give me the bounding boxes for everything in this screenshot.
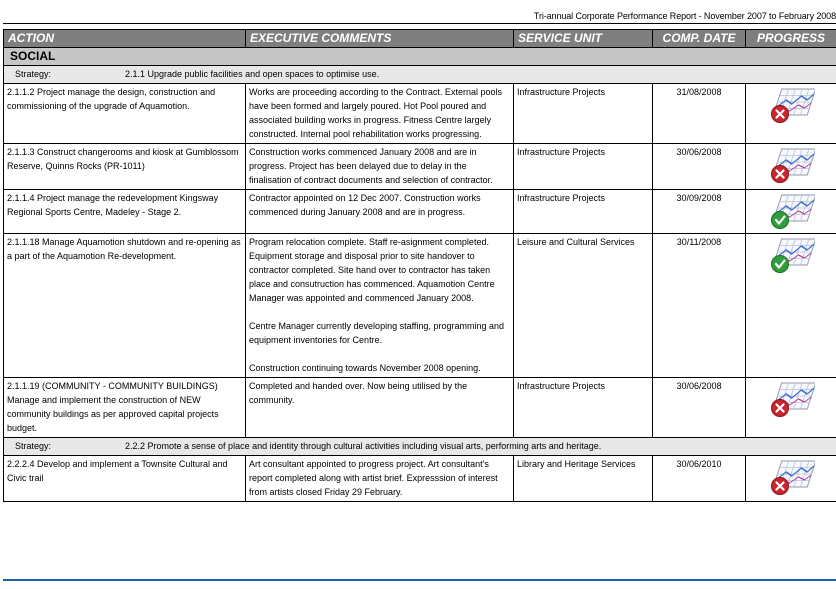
- service-unit-cell: Infrastructure Projects: [514, 84, 653, 144]
- action-cell: [4, 190, 246, 234]
- table-row: [4, 144, 836, 190]
- completion-date-cell: 30/11/2008: [653, 234, 746, 378]
- behind-schedule-chart-icon: [749, 85, 833, 125]
- action-line: Manage and implement the construction of NEW community buildings as per approved capital projects budget.: [7, 395, 219, 433]
- header-row: [4, 30, 836, 48]
- progress-cell: [746, 456, 836, 502]
- action-cell: [4, 144, 246, 190]
- comment-cell: [246, 190, 514, 234]
- strategy-label: Strategy:: [15, 441, 52, 451]
- header-comp-date: COMP. DATE: [653, 30, 746, 48]
- strategy-row: [4, 66, 836, 84]
- progress-cell: [746, 378, 836, 438]
- service-unit-cell: Library and Heritage Services: [514, 456, 653, 502]
- comment-cell: [246, 234, 514, 378]
- service-unit-cell: Leisure and Cultural Services: [514, 234, 653, 378]
- strategy-label: Strategy:: [15, 69, 52, 79]
- report-title: Tri-annual Corporate Performance Report - November 2007 to February 2008: [533, 11, 836, 21]
- strategy-text: 2.1.1 Upgrade public facilities and open spaces to optimise use.: [125, 69, 380, 79]
- header-comments: EXECUTIVE COMMENTS: [246, 30, 514, 48]
- service-unit-cell: Infrastructure Projects: [514, 190, 653, 234]
- completion-date-cell: 30/06/2008: [653, 144, 746, 190]
- table-row: [4, 234, 836, 378]
- header-service-unit: SERVICE UNIT: [514, 30, 653, 48]
- completion-date-cell: 30/06/2010: [653, 456, 746, 502]
- behind-schedule-chart-icon: [749, 457, 833, 497]
- title-divider: [3, 23, 836, 24]
- comment-cell: [246, 144, 514, 190]
- table-row: [4, 190, 836, 234]
- header-progress: PROGRESS: [746, 30, 836, 48]
- action-cell: [4, 234, 246, 378]
- action-cell: [4, 456, 246, 502]
- completion-date-cell: 31/08/2008: [653, 84, 746, 144]
- on-track-chart-icon: [749, 235, 833, 275]
- strategy-row: [4, 438, 836, 456]
- strategy-cell: [4, 66, 836, 84]
- comment-paragraph: Works are proceeding according to the Contract. External pools have been formed and largely poured. Hot Pool poured and associated building works in progress. Fitness Centre largely constructed. Internal pool rehabilitation works progressing.: [249, 87, 502, 139]
- comment-paragraph: Construction works commenced January 2008 and are in progress. Project has been delayed due to delay in the finalisation of contract documents and selection of contractor.: [249, 147, 493, 185]
- action-line: 2.1.1.19 (COMMUNITY - COMMUNITY BUILDINGS): [7, 381, 218, 391]
- service-unit-cell: Infrastructure Projects: [514, 378, 653, 438]
- action-line: 2.1.1.18 Manage Aquamotion shutdown and re-opening as a part of the Aquamotion Re-development.: [7, 237, 241, 261]
- progress-cell: [746, 234, 836, 378]
- action-line: 2.2.2.4 Develop and implement a Townsite Cultural and Civic trail: [7, 459, 228, 483]
- service-unit-cell: Infrastructure Projects: [514, 144, 653, 190]
- comment-cell: [246, 378, 514, 438]
- action-line: 2.1.1.3 Construct changerooms and kiosk at Gumblossom Reserve, Quinns Rocks (PR-1011): [7, 147, 239, 171]
- section-row: [4, 48, 836, 66]
- table-row: [4, 378, 836, 438]
- strategy-cell: [4, 438, 836, 456]
- comment-cell: [246, 84, 514, 144]
- performance-table: [3, 29, 836, 502]
- header-action: ACTION: [4, 30, 246, 48]
- action-cell: [4, 84, 246, 144]
- progress-cell: [746, 144, 836, 190]
- comment-cell: [246, 456, 514, 502]
- action-cell: [4, 378, 246, 438]
- progress-cell: [746, 190, 836, 234]
- comment-paragraph: Construction continuing towards November 2008 opening.: [249, 363, 481, 373]
- on-track-chart-icon: [749, 191, 833, 231]
- table-body: [4, 48, 836, 502]
- action-line: 2.1.1.4 Project manage the redevelopment Kingsway Regional Sports Centre, Madeley - Stage 2.: [7, 193, 219, 217]
- table-row: [4, 84, 836, 144]
- section-title: SOCIAL: [4, 48, 836, 66]
- action-line: 2.1.1.2 Project manage the design, construction and commissioning of the upgrade of Aquamotion.: [7, 87, 216, 111]
- comment-paragraph: Completed and handed over. Now being utilised by the community.: [249, 381, 468, 405]
- progress-cell: [746, 84, 836, 144]
- comment-paragraph: Centre Manager currently developing staffing, programming and equipment inventories for Centre.: [249, 321, 504, 345]
- footer-rule: [3, 579, 836, 581]
- behind-schedule-chart-icon: [749, 379, 833, 419]
- strategy-text: 2.2.2 Promote a sense of place and identity through cultural activities including visual arts, performing arts and heritage.: [125, 441, 602, 451]
- comment-paragraph: Art consultant appointed to progress project. Art consultant's report completed along with artist brief. Expresssion of interest from artists closed Friday 29 February.: [249, 459, 498, 497]
- comment-paragraph: Program relocation complete. Staff re-asignment completed. Equipment storage and disposal prior to site handover to contractor completed. Site hand over to contractor has taken place and consutruction has commenced. Aquamotion Centre Manager was appointed and commenced January 2008.: [249, 237, 495, 303]
- completion-date-cell: 30/09/2008: [653, 190, 746, 234]
- behind-schedule-chart-icon: [749, 145, 833, 185]
- table-row: [4, 456, 836, 502]
- comment-paragraph: Contractor appointed on 12 Dec 2007. Construction works commenced during January 2008 and are in progress.: [249, 193, 481, 217]
- completion-date-cell: 30/06/2008: [653, 378, 746, 438]
